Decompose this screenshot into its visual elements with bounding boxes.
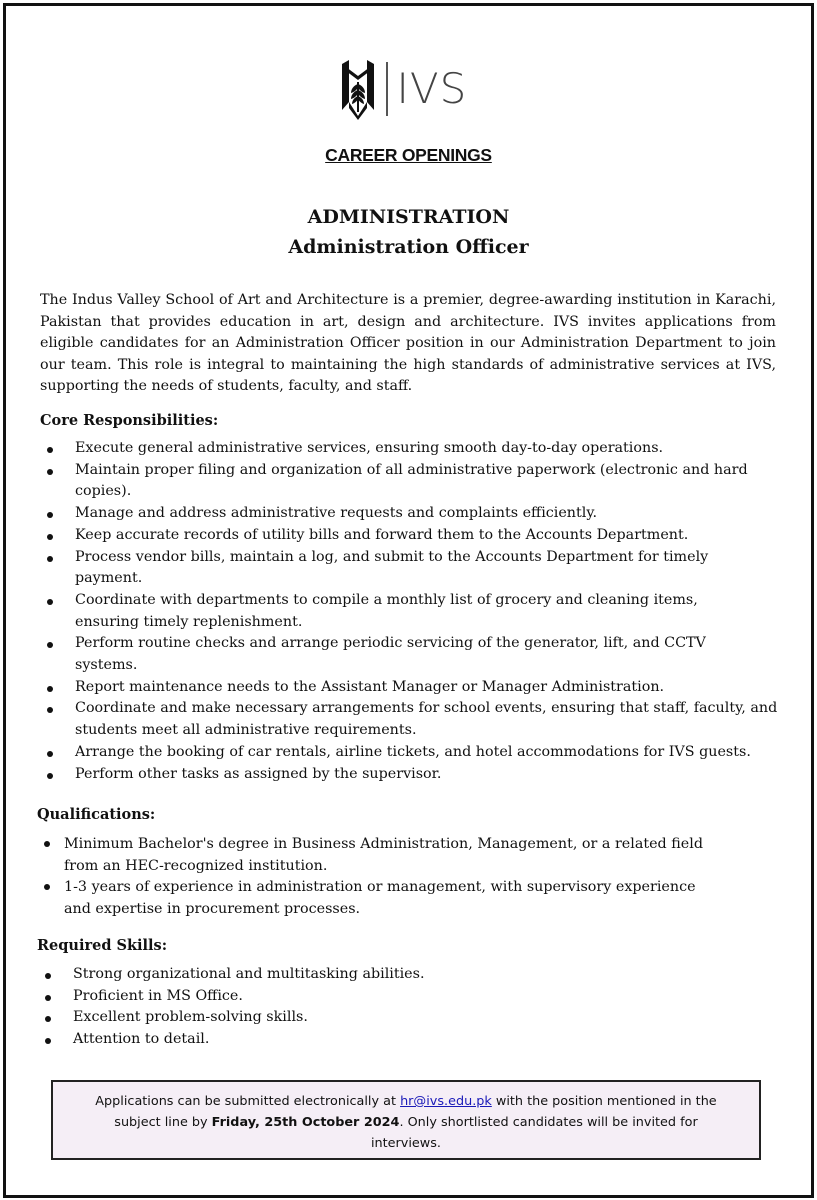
deadline-text: Friday, 25th October 2024 xyxy=(211,1115,400,1130)
notice-text: . Only shortlisted candidates will be invited for interviews. xyxy=(370,1115,698,1151)
list-item: Report maintenance needs to the Assistant Manager or Manager Administration. xyxy=(75,677,795,699)
logo-divider xyxy=(386,62,388,116)
list-item: Coordinate and make necessary arrangements for school events, ensuring that staff, faculty, and students meet all administrative requirements. xyxy=(75,698,795,741)
list-item: Minimum Bachelor's degree in Business Administration, Management, or a related field from an HEC-recognized institution. xyxy=(64,834,724,877)
list-item: Perform routine checks and arrange periodic servicing of the generator, lift, and CCTV systems. xyxy=(75,633,795,676)
notice-text: Applications can be submitted electronically at xyxy=(95,1094,401,1109)
list-item: Execute general administrative services, ensuring smooth day-to-day operations. xyxy=(75,438,795,460)
list-item: Attention to detail. xyxy=(73,1029,673,1051)
list-item: 1-3 years of experience in administration or management, with supervisory experience and expertise in procurement processes. xyxy=(64,877,724,920)
required-skills-heading: Required Skills: xyxy=(37,937,168,954)
logo-text: IVS xyxy=(396,64,468,113)
list-item: Maintain proper filing and organization of all administrative paperwork (electronic and hard copies). xyxy=(75,460,795,503)
required-skills-list xyxy=(73,964,673,1051)
list-item: Strong organizational and multitasking abilities. xyxy=(73,964,673,986)
core-responsibilities-list xyxy=(75,438,795,785)
position-title: Administration Officer xyxy=(288,236,529,258)
qualifications-list xyxy=(64,834,724,921)
department-title: ADMINISTRATION xyxy=(307,206,510,228)
core-responsibilities-heading: Core Responsibilities: xyxy=(40,412,219,429)
list-item: Arrange the booking of car rentals, airline tickets, and hotel accommodations for IVS guests. xyxy=(75,742,795,764)
career-openings-heading: CAREER OPENINGS xyxy=(325,145,492,165)
email-link[interactable]: hr@ivs.edu.pk xyxy=(400,1094,492,1109)
notice-text: with the position mentioned in the subject line by xyxy=(114,1094,717,1130)
list-item: Coordinate with departments to compile a monthly list of grocery and cleaning items, ensuring timely replenishment. xyxy=(75,590,795,633)
ivs-emblem-icon xyxy=(340,58,376,120)
list-item: Proficient in MS Office. xyxy=(73,986,673,1008)
intro-paragraph: The Indus Valley School of Art and Architecture is a premier, degree-awarding institution in Karachi, Pakistan that provides education in art, design and architecture. IVS invites applications from eligible candidates for an Administration Officer position in our Administration Department to join our team. This role is integral to maintaining the high standards of administrative services at IVS, supporting the needs of students, faculty, and staff. xyxy=(40,292,776,394)
logo xyxy=(340,58,467,120)
list-item: Keep accurate records of utility bills and forward them to the Accounts Department. xyxy=(75,525,795,547)
list-item: Manage and address administrative requests and complaints efficiently. xyxy=(75,503,795,525)
list-item: Excellent problem-solving skills. xyxy=(73,1007,673,1029)
list-item: Process vendor bills, maintain a log, and submit to the Accounts Department for timely payment. xyxy=(75,547,795,590)
application-notice-box xyxy=(51,1080,761,1160)
list-item: Perform other tasks as assigned by the supervisor. xyxy=(75,764,795,786)
qualifications-heading: Qualifications: xyxy=(37,806,156,823)
